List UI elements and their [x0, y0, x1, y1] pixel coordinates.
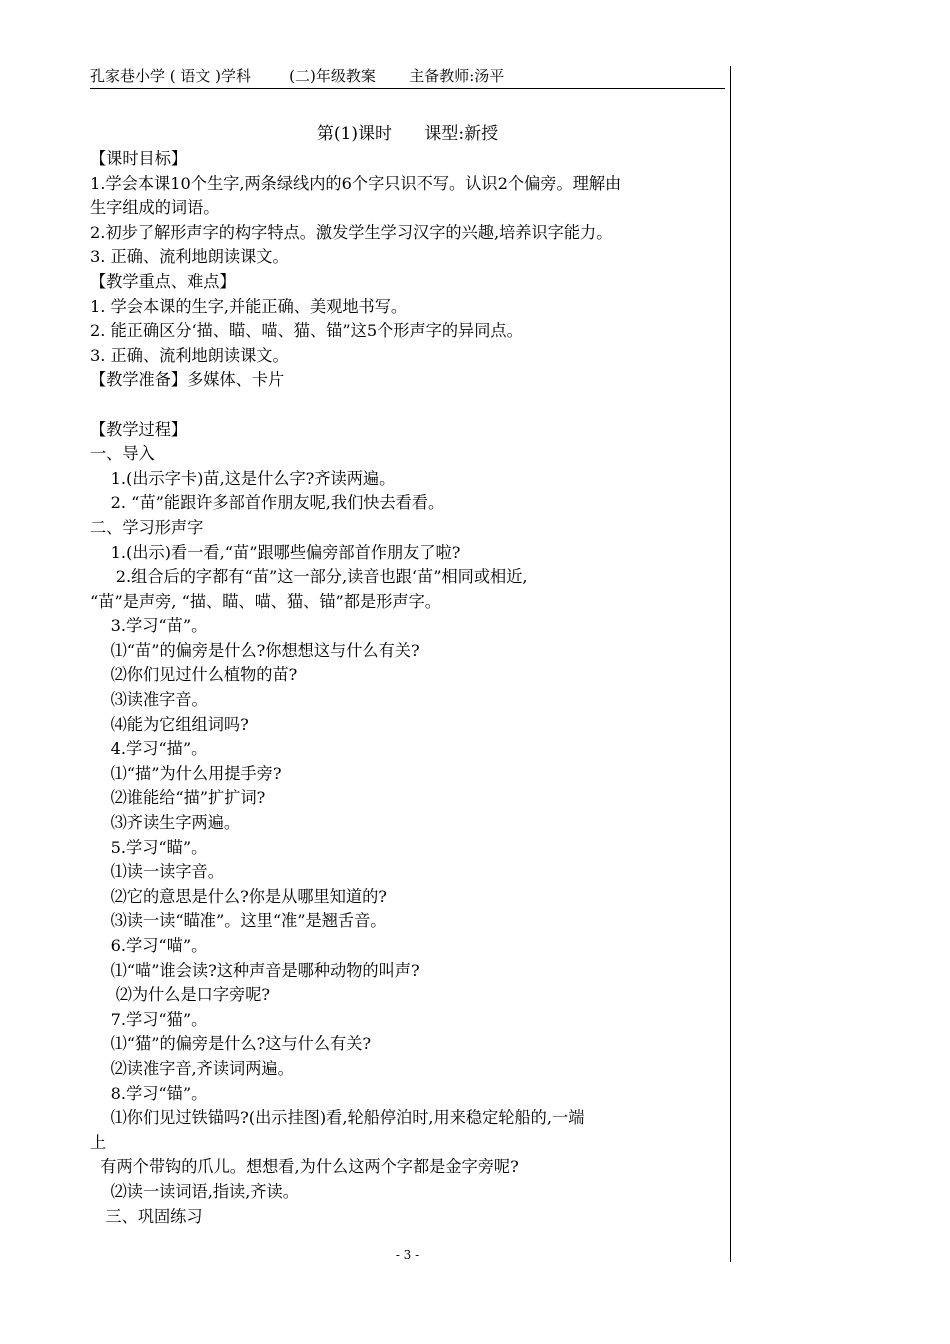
text-line: 【教学过程】	[90, 419, 188, 439]
text-line: 2. “苗”能跟许多部首作朋友呢,我们快去看看。	[90, 493, 445, 513]
text-line: 4.学习“描”。	[90, 739, 208, 759]
text-line: ⑵谁能给“描”扩扩词?	[90, 788, 266, 808]
text-line: ⑶齐读生字两遍。	[90, 813, 241, 833]
text-line: 上	[90, 1132, 107, 1152]
text-line: 二、学习形声字	[90, 517, 204, 537]
text-line: ⑴读一读字音。	[90, 862, 224, 882]
blank-line	[90, 393, 730, 418]
text-line: ⑵读一读词语,指读,齐读。	[90, 1181, 299, 1201]
text-line: ⑵你们见过什么植物的苗?	[90, 665, 298, 685]
text-line: ⑴你们见过铁锚吗?(出示挂图)看,轮船停泊时,用来稳定轮船的,一端	[90, 1108, 585, 1128]
lesson-content	[90, 147, 730, 1229]
page-header: 孔家巷小学 ( 语文 )学科 (二)年级教案 主备教师:汤平	[90, 64, 725, 89]
text-line: 【教学重点、难点】	[90, 271, 236, 291]
text-line: 7.学习“猫”。	[90, 1009, 208, 1029]
lesson-title: 第(1)课时 课型:新授	[316, 124, 499, 144]
text-line: 5.学习“瞄”。	[90, 837, 208, 857]
text-line: 2.组合后的字都有“苗”这一部分,读音也跟‘苗”相同或相近,	[90, 567, 528, 587]
text-line: 1. 学会本课的生字,并能正确、美观地书写。	[90, 296, 408, 316]
text-line: 3. 正确、流利地朗读课文。	[90, 247, 289, 267]
text-line: 8.学习“锚”。	[90, 1083, 208, 1103]
text-line: 【教学准备】多媒体、卡片	[90, 370, 285, 390]
page-number: - 3 -	[395, 1248, 420, 1262]
text-line: 三、巩固练习	[90, 1206, 203, 1226]
text-line: ⑵为什么是口字旁呢?	[90, 985, 271, 1005]
text-line: ⑶读准字音。	[90, 690, 208, 710]
text-line: 3.学习“苗”。	[90, 616, 208, 636]
text-line: 1.(出示字卡)苗,这是什么字?齐读两遍。	[90, 468, 396, 488]
text-line: ⑴“描”为什么用提手旁?	[90, 763, 282, 783]
text-line: ⑴“苗”的偏旁是什么?你想想这与什么有关?	[90, 640, 420, 660]
text-line: ⑴“喵”谁会读?这种声音是哪种动物的叫声?	[90, 960, 420, 980]
text-line: 一、导入	[90, 444, 155, 464]
text-line: 1.学会本课10个生字,两条绿线内的6个字只识不写。认识2个偏旁。理解由	[90, 173, 622, 193]
text-line: “苗”是声旁, “描、瞄、喵、猫、锚”都是形声字。	[90, 591, 441, 611]
text-line: ⑷能为它组组词吗?	[90, 714, 249, 734]
text-line: ⑴“猫”的偏旁是什么?这与什么有关?	[90, 1034, 372, 1054]
text-line: 1.(出示)看一看,“苗”跟哪些偏旁部首作朋友了啦?	[90, 542, 461, 562]
text-line: 3. 正确、流利地朗读课文。	[90, 345, 289, 365]
text-line: ⑶读一读“瞄准”。这里“准”是翘舌音。	[90, 911, 387, 931]
margin-line	[730, 66, 731, 1262]
text-line: ⑵读准字音,齐读词两遍。	[90, 1058, 294, 1078]
text-line: 有两个带钩的爪儿。想想看,为什么这两个字都是金字旁呢?	[90, 1157, 519, 1177]
text-line: 【课时目标】	[90, 149, 188, 168]
text-line: 6.学习“喵”。	[90, 936, 208, 955]
text-line: 2.初步了解形声字的构字特点。激发学生学习汉字的兴趣,培养识字能力。	[90, 222, 613, 242]
text-line: 生字组成的词语。	[90, 198, 220, 218]
text-line: 2. 能正确区分‘描、瞄、喵、猫、锚”这5个形声字的异同点。	[90, 321, 523, 341]
text-line: ⑵它的意思是什么?你是从哪里知道的?	[90, 886, 387, 906]
